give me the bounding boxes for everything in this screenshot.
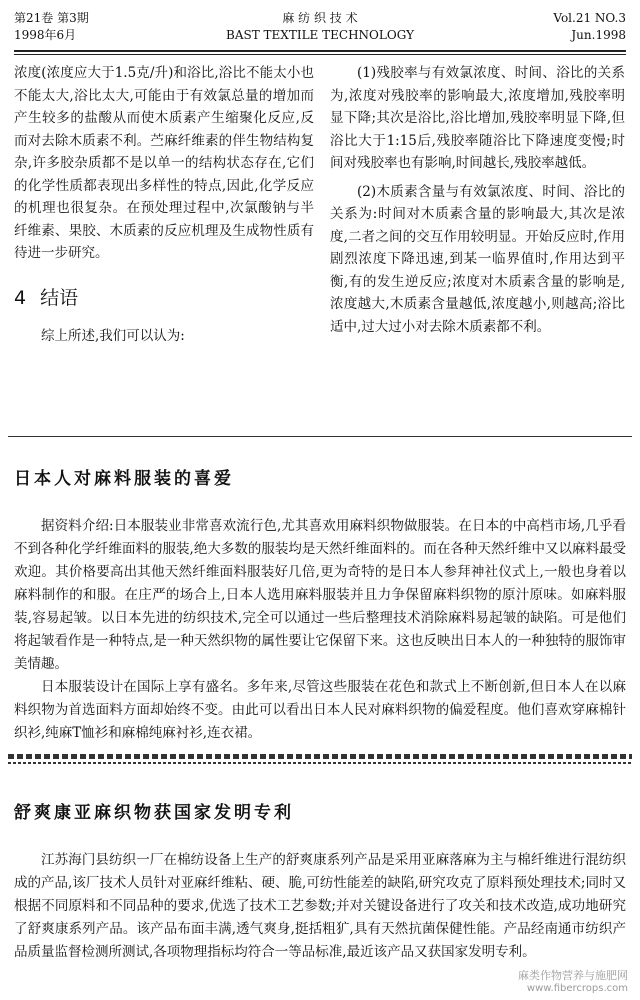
- header-rule: [14, 50, 626, 52]
- left-paragraph-1: 浓度(浓度应大于1.5克/升)和浴比,浴比不能太小也不能太大,浴比太大,可能由于有效氯总量的增加而产生较多的盐酸从而使木质素产生缩聚化反应,反而对去除木质素不利。苎麻纤维素的伴生物结构复杂,许多胶杂质都不是以单一的结构状态存在,它们的化学性质都表现出多样性的特点,因此,化学反应的机理也很复杂。在预处理过程中,次氯酸钠与半纤维素、果胶、木质素的反应机理及生成物性质有待进一步研究。: [14, 65, 314, 261]
- right-paragraph-1: (1)残胶率与有效氯浓度、时间、浴比的关系为,浓度对残胶率的影响最大,浓度增加,残胶率明显下降;其次是浴比,浴比增加,残胶率明显下降,但浴比大于1:15后,残胶率随浴比下降速度变慢;时间对残胶率也有影响,时间越长,残胶率越低。: [330, 65, 625, 171]
- watermark-site-name: 麻类作物营养与施肥网: [518, 969, 628, 982]
- section-divider: [8, 436, 632, 437]
- section-heading: [14, 287, 314, 310]
- article-1-paragraph-1: 据资料介绍:日本服装业非常喜欢流行色,尤其喜欢用麻料织物做服装。在日本的中高档市场,几乎看不到各种化学纤维面料的服装,绝大多数的服装均是天然纤维面料的。而在各种天然纤维中又以麻料最受欢迎。其价格要高出其他天然纤维面料服装好几倍,更为奇特的是日本人参拜神社仪式上,一般也身着以麻料制作的和服。在庄严的场合上,日本人选用麻料服装并且力争保留麻料织物的原汁原味。如麻料服装,容易起皱。以日本先进的纺织技术,完全可以通过一些后整理技术消除麻料易起皱的缺陷。可是他们将起皱看作是一种特点,是一种天然织物的属性要让它保留下来。这也反映出日本人的一种独特的服饰审美情趣。: [14, 518, 626, 672]
- journal-title-en: BAST TEXTILE TECHNOLOGY: [226, 28, 414, 42]
- right-paragraph-2: (2)木质素含量与有效氯浓度、时间、浴比的关系为:时间对木质素含量的影响最大,其次是浓度,二者之间的交互作用较明显。开始反应时,作用剧烈浓度下降迅速,到某一临界值时,作用达到平衡,有的发生逆反应;浓度对木质素含量的影响是,浓度越大,木质素含量越低,浓度越小,则越高;浴比适中,过大过小对去除木质素都不利。: [330, 183, 625, 335]
- journal-header: [14, 8, 626, 48]
- issue-date-en: Jun.1998: [571, 28, 626, 42]
- volume-issue: 第21卷 第3期: [14, 11, 89, 25]
- article-divider: [8, 754, 632, 759]
- watermark-url: www.fibercrops.com: [526, 983, 628, 994]
- journal-title: [14, 10, 626, 44]
- article-2-title: 舒爽康亚麻织物获国家发明专利: [14, 803, 294, 823]
- article-1-title: 日本人对麻料服装的喜爱: [14, 469, 234, 489]
- left-column: [14, 62, 314, 348]
- header-rule-thin: [14, 54, 626, 55]
- article-japanese-linen: [14, 468, 626, 745]
- journal-title-cn: 麻 纺 织 技 术: [282, 11, 358, 25]
- site-watermark: [518, 967, 628, 994]
- left-paragraph-2: 综上所述,我们可以认为:: [41, 328, 185, 344]
- article-1-paragraph-2: 日本服装设计在国际上享有盛名。多年来,尽管这些服装在花色和款式上不断创新,但日本人在以麻料织物为首选面料方面却始终不变。由此可以看出日本人民对麻料织物的偏爱程度。他们喜欢穿麻棉针织衫,纯麻T恤衫和麻棉纯麻衬衫,连衣裙。: [14, 679, 626, 741]
- section-title: 结语: [40, 286, 79, 309]
- article-divider-thin: [8, 762, 632, 764]
- issue-date: 1998年6月: [14, 28, 77, 42]
- article-shuangkang-linen: [14, 802, 626, 964]
- volume-issue-en: Vol.21 NO.3: [553, 11, 626, 25]
- issue-info-en: [553, 10, 626, 44]
- right-column: [330, 62, 625, 338]
- section-number: 4: [14, 286, 27, 309]
- article-2-paragraph-1: 江苏海门县纺织一厂在棉纺设备上生产的舒爽康系列产品是采用亚麻落麻为主与棉纤维进行混纺织成的产品,该厂技术人员针对亚麻纤维粘、硬、脆,可纺性能差的缺陷,研究攻克了原料预处理技术;同时又根据不同原料和不同品种的要求,优选了技术工艺参数;并对关键设备进行了攻关和技术改造,成功地研究了舒爽康系列产品。该产品布面丰满,透气爽身,挺括粗犷,具有天然抗菌保健性能。产品经南通市纺织产品质量监督检测所测试,各项物理指标均符合一等品标准,最近该产品又获国家发明专利。: [14, 852, 626, 960]
